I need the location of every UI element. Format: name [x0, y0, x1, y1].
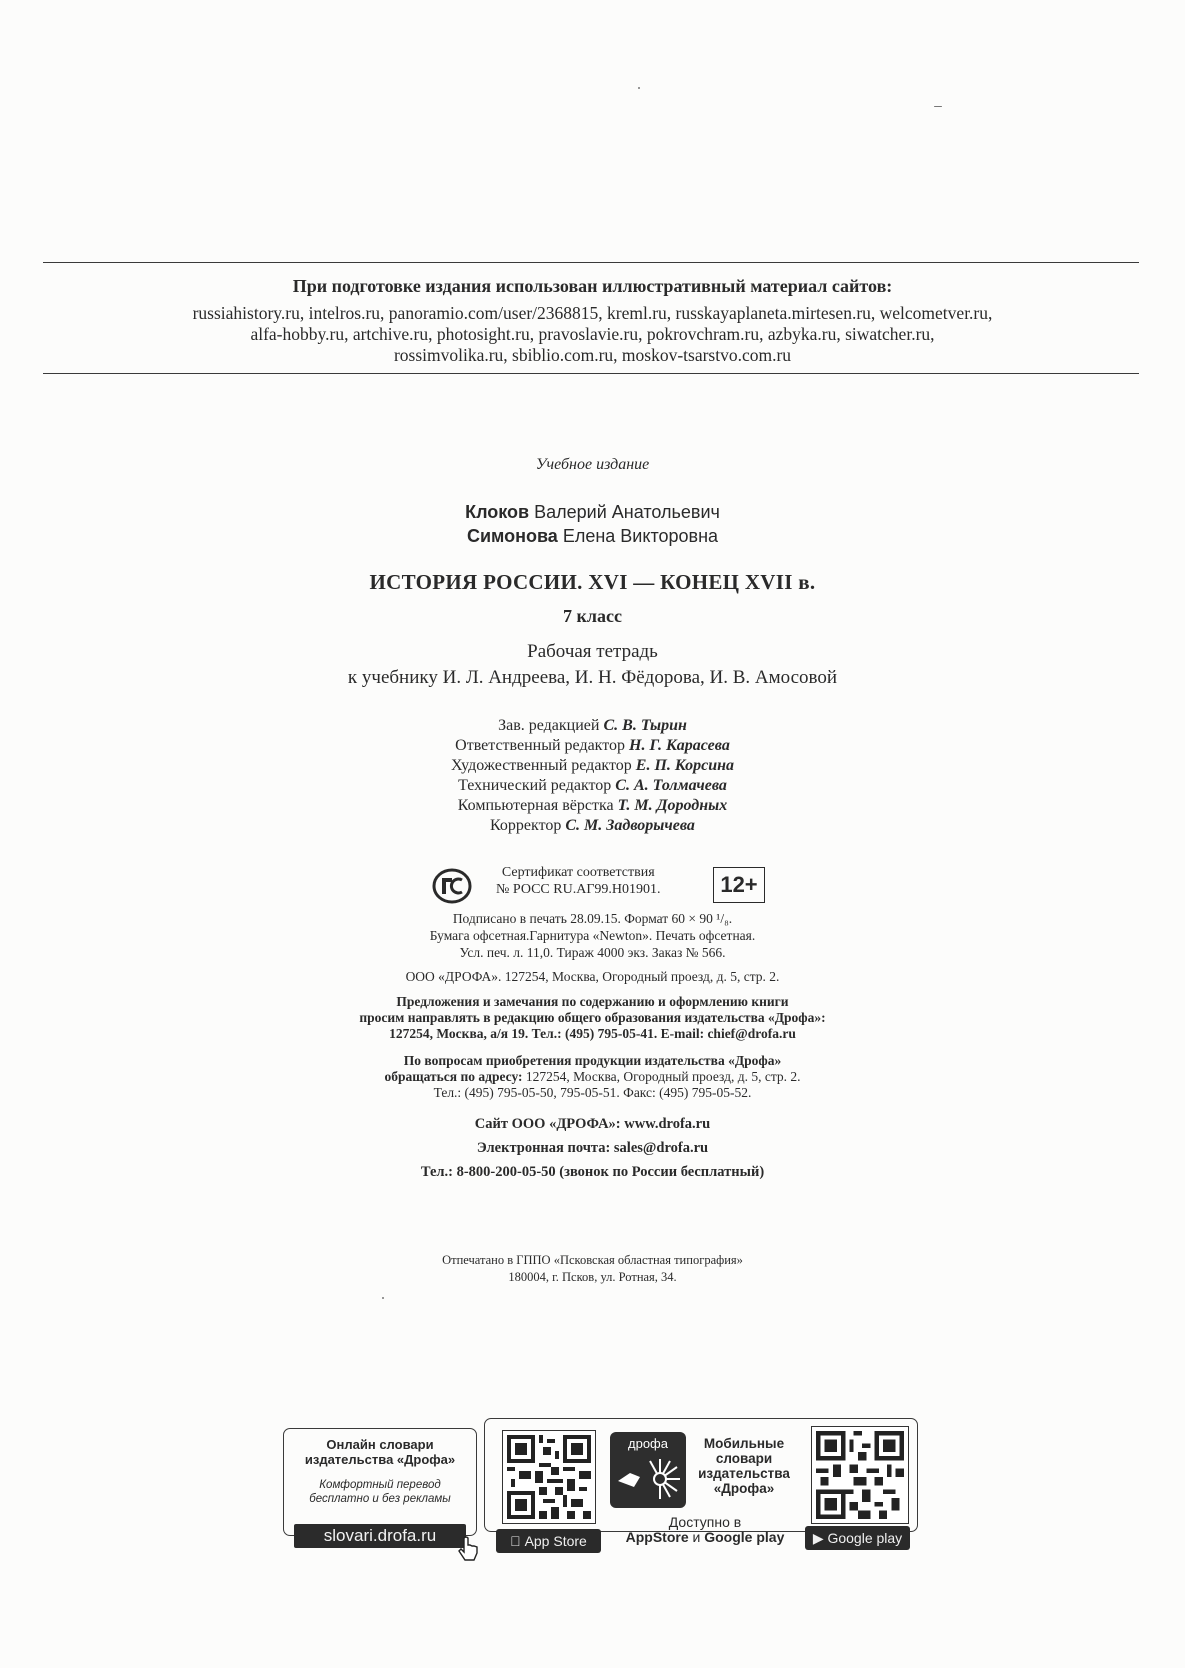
online-dictionaries-title: [287, 1437, 473, 1467]
online-note-line: бесплатно и без рекламы: [309, 1493, 451, 1505]
staff-row: [0, 796, 1185, 816]
staff-name: Е. П. Корсина: [635, 757, 735, 774]
online-dictionaries-note: [287, 1478, 473, 1506]
play-icon: ▶: [812, 1530, 828, 1546]
availability-line: Доступно в: [668, 1514, 742, 1530]
bottom-rule: [43, 373, 1139, 374]
suggestions-line: Предложения и замечания по содержанию и оформлению книги: [396, 994, 789, 1009]
author-line: [0, 524, 1185, 548]
credits-heading: При подготовке издания использован иллюстративный материал сайтов:: [292, 276, 893, 296]
scan-speck: [934, 106, 942, 107]
staff-name: С. В. Тырин: [603, 717, 687, 734]
scan-speck: [382, 1297, 384, 1299]
publisher-address: ООО «ДРОФА». 127254, Москва, Огородный проезд, д. 5, стр. 2.: [405, 969, 780, 984]
author-line: [0, 500, 1185, 524]
sunburst-icon: [610, 1451, 686, 1503]
purchase-heading: обращаться по адресу:: [384, 1069, 523, 1084]
staff-role: Корректор: [490, 817, 562, 834]
sites-line: rossimvolika.ru, sbiblio.com.ru, moskov-tsarstvo.com.ru: [393, 345, 792, 365]
printer-info: [0, 1252, 1185, 1286]
online-title-line: издательства «Дрофа»: [304, 1452, 456, 1467]
purchase-phones: Тел.: (495) 795-05-50, 795-05-51. Факс: (495) 795-05-52.: [433, 1085, 752, 1100]
google-play-label: Google play: [827, 1530, 903, 1546]
staff-name: С. А. Толмачева: [615, 777, 727, 794]
subtitle-line: к учебнику И. Л. Андреева, И. Н. Фёдорова, И. В. Амосовой: [347, 667, 838, 688]
author-surname: Симонова: [466, 526, 558, 546]
mobile-title-line: словари: [715, 1451, 773, 1466]
staff-name: Т. М. Дородных: [617, 797, 728, 814]
grade: 7 класс: [563, 606, 622, 626]
apple-icon: [510, 1533, 524, 1549]
staff-role: Художественный редактор: [450, 757, 632, 774]
author-surname: Клоков: [465, 502, 530, 522]
slovari-url-button[interactable]: slovari.drofa.ru: [294, 1524, 466, 1548]
mobile-dictionaries-title: [688, 1436, 800, 1496]
online-title-line: Онлайн словари: [326, 1437, 434, 1452]
publisher-phone: Тел.: 8-800-200-05-50 (звонок по России бесплатный): [420, 1164, 765, 1180]
top-rule: [43, 262, 1139, 263]
certificate-number: № РОСС RU.АГ99.Н01901.: [496, 882, 661, 897]
qr-code-googleplay-icon[interactable]: [811, 1426, 909, 1524]
qr-code-appstore-icon[interactable]: [502, 1430, 596, 1524]
certification-mark-icon: [432, 868, 472, 904]
purchase-heading: По вопросам приобретения продукции издательства «Дрофа»: [403, 1053, 782, 1068]
staff-row: [0, 776, 1185, 796]
app-store-label: App Store: [517, 1533, 580, 1549]
mobile-title-line: «Дрофа»: [713, 1481, 775, 1496]
suggestions-block: [0, 994, 1185, 1042]
staff-role: Технический редактор: [458, 777, 612, 794]
edition-type: Учебное издание: [535, 456, 650, 473]
publisher-email: Электронная почта: sales@drofa.ru: [476, 1140, 709, 1156]
certificate-line: Сертификат соответствия: [501, 865, 655, 880]
cursor-hand-icon: [458, 1536, 480, 1564]
staff-role: Зав. редакцией: [498, 717, 600, 734]
staff-name: Н. Г. Карасева: [629, 737, 730, 754]
author-name: Валерий Анатольевич: [534, 502, 720, 522]
availability-store: AppStore: [625, 1529, 689, 1545]
staff-list: [0, 716, 1185, 836]
printer-line: 180004, г. Псков, ул. Ротная, 34.: [508, 1270, 677, 1284]
purchase-block: [0, 1053, 1185, 1101]
book-title: ИСТОРИЯ РОССИИ. XVI — КОНЕЦ XVII в.: [369, 570, 816, 594]
print-info: [0, 910, 1185, 961]
author-name: Елена Викторовна: [562, 526, 719, 546]
online-note-line: Комфортный перевод: [319, 1479, 441, 1491]
drofa-app-icon[interactable]: [610, 1432, 686, 1508]
availability-text: [610, 1515, 800, 1545]
print-info-line: Подписано в печать 28.09.15. Формат 60 × 90 ¹/₈.: [452, 911, 733, 926]
authors: [0, 500, 1185, 548]
google-play-button[interactable]: [805, 1526, 910, 1550]
staff-role: Ответственный редактор: [455, 737, 626, 754]
staff-name: С. М. Задворычева: [565, 817, 695, 834]
suggestions-line: просим направлять в редакцию общего образования издательства «Дрофа»:: [359, 1010, 826, 1025]
staff-row: [0, 736, 1185, 756]
mobile-title-line: издательства: [698, 1466, 790, 1481]
suggestions-line: 127254, Москва, а/я 19. Тел.: (495) 795-05-41. E-mail: chief@drofa.ru: [389, 1026, 796, 1041]
app-tile-label: дрофа: [628, 1436, 668, 1451]
purchase-address: 127254, Москва, Огородный проезд, д. 5, стр. 2.: [522, 1069, 801, 1084]
certificate-text: [496, 864, 661, 898]
app-store-button[interactable]: [496, 1529, 601, 1553]
availability-conj: и: [688, 1529, 705, 1545]
staff-row: [0, 756, 1185, 776]
subtitle-line: Рабочая тетрадь: [527, 641, 658, 662]
printer-line: Отпечатано в ГППО «Псковская областная типография»: [442, 1253, 743, 1267]
subtitle: [0, 639, 1185, 691]
publisher-site: Сайт ООО «ДРОФА»: www.drofa.ru: [474, 1116, 711, 1132]
staff-role: Компьютерная вёрстка: [457, 797, 614, 814]
print-info-line: Бумага офсетная.Гарнитура «Newton». Печать офсетная.: [429, 928, 756, 943]
print-info-line: Усл. печ. л. 11,0. Тираж 4000 экз. Заказ № 566.: [459, 945, 726, 960]
age-rating-badge: 12+: [713, 867, 765, 903]
staff-row: [0, 816, 1185, 836]
scan-speck: [638, 87, 640, 89]
sites-line: russiahistory.ru, intelros.ru, panoramio.com/user/2368815, kreml.ru, russkayaplaneta.mirtesen.ru, welcometver.ru,: [192, 303, 993, 323]
credits-sites: [60, 303, 1125, 366]
staff-row: [0, 716, 1185, 736]
mobile-title-line: Мобильные: [703, 1436, 785, 1451]
sites-line: alfa-hobby.ru, artchive.ru, photosight.ru, pravoslavie.ru, pokrovchram.ru, azbyka.ru, siwatcher.ru,: [250, 324, 935, 344]
availability-store: Google play: [704, 1529, 785, 1545]
